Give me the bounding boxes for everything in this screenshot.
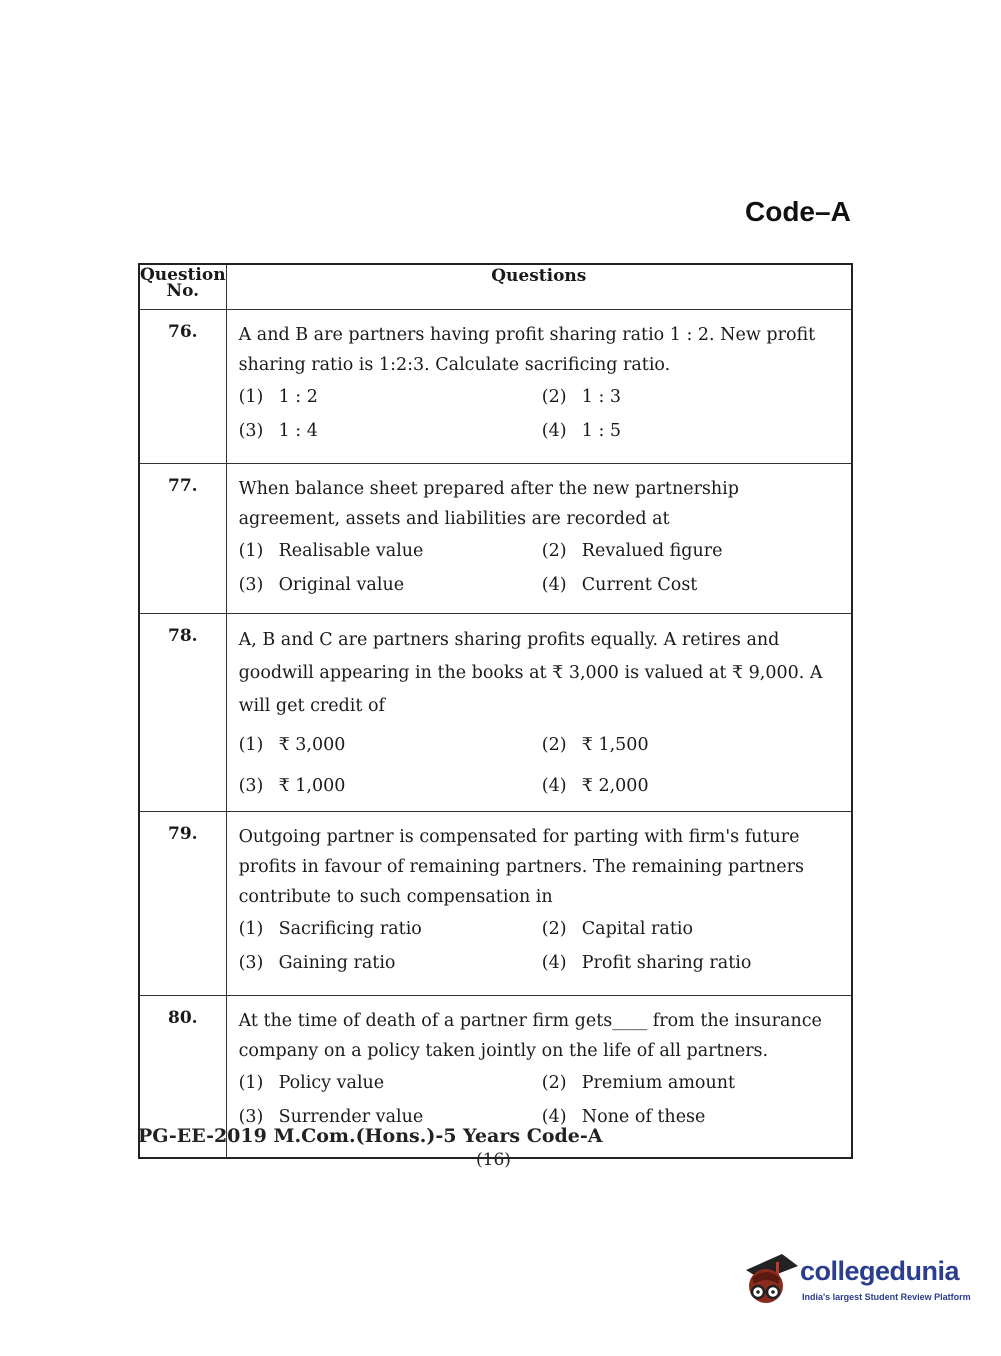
option — [542, 948, 845, 978]
option — [542, 570, 845, 600]
option — [542, 729, 845, 762]
question-number: 77. — [139, 464, 226, 614]
question-body — [226, 464, 852, 614]
option-number: (3) — [238, 953, 264, 973]
question-body — [226, 614, 852, 812]
table-row — [139, 310, 852, 464]
option-text: ₹ 2,000 — [581, 776, 649, 796]
question-no-header: Question No. — [139, 264, 226, 310]
option — [542, 416, 845, 446]
option-text: None of these — [581, 1107, 706, 1127]
options — [239, 536, 845, 600]
options — [239, 914, 845, 978]
option-number: (2) — [541, 1073, 567, 1093]
logo-wordmark: collegedunia — [800, 1256, 960, 1286]
question-text: When balance sheet prepared after the new partnership agreement, assets and liabilities are recorded at — [238, 479, 739, 529]
question-number: 79. — [139, 812, 226, 996]
option-number: (2) — [541, 919, 567, 939]
option-text: ₹ 1,500 — [581, 735, 649, 755]
question-number: 76. — [139, 310, 226, 464]
option-text: Realisable value — [278, 541, 424, 561]
question-text: A, B and C are partners sharing profits equally. A retires and goodwill appearing in the books at ₹ 3,000 is valued at ₹ 9,000. A will get credit of — [238, 630, 823, 716]
option-number: (3) — [238, 421, 264, 441]
option — [542, 536, 845, 566]
option-text: Original value — [278, 575, 405, 595]
page-number: (16) — [476, 1150, 511, 1170]
option-number: (3) — [238, 1107, 264, 1127]
question-text: A and B are partners having profit sharing ratio 1 : 2. New profit sharing ratio is 1:2:3. Calculate sacrificing ratio. — [238, 325, 816, 375]
question-text: Outgoing partner is compensated for parting with firm's future profits in favour of remaining partners. The remaining partners contribute to such compensation in — [238, 827, 804, 907]
options — [239, 729, 845, 803]
question-body — [226, 310, 852, 464]
option-text: 1 : 4 — [278, 421, 318, 441]
question-text: At the time of death of a partner firm gets____ from the insurance company on a policy taken jointly on the life of all partners. — [238, 1011, 822, 1061]
option-number: (1) — [238, 1073, 264, 1093]
option-number: (4) — [541, 776, 567, 796]
table-row — [139, 812, 852, 996]
table-header — [139, 264, 852, 310]
question-body — [226, 812, 852, 996]
option-number: (3) — [238, 776, 264, 796]
option-text: ₹ 1,000 — [278, 776, 346, 796]
option — [542, 770, 845, 803]
options — [239, 382, 845, 446]
option-text: Current Cost — [581, 575, 698, 595]
table-row — [139, 464, 852, 614]
option-text: 1 : 3 — [581, 387, 622, 407]
option-number: (2) — [541, 735, 567, 755]
option — [239, 382, 542, 412]
option — [239, 416, 542, 446]
option — [542, 914, 845, 944]
option — [239, 948, 542, 978]
table-row — [139, 614, 852, 812]
question-rows — [139, 310, 852, 1158]
option — [239, 729, 542, 762]
question-number: 78. — [139, 614, 226, 812]
option-number: (2) — [541, 387, 567, 407]
question-table — [138, 263, 853, 1159]
option-text: Surrender value — [278, 1107, 424, 1127]
option-number: (4) — [541, 421, 567, 441]
option-text: Gaining ratio — [278, 953, 396, 973]
code-label: Code–A — [745, 196, 851, 227]
options — [239, 1068, 845, 1132]
option-number: (2) — [541, 541, 567, 561]
option-text: Capital ratio — [581, 919, 693, 939]
option-number: (3) — [238, 575, 264, 595]
option-number: (1) — [238, 735, 264, 755]
option-text: Premium amount — [581, 1073, 736, 1093]
option-text: 1 : 2 — [278, 387, 318, 407]
option-text: ₹ 3,000 — [278, 735, 346, 755]
option — [542, 382, 845, 412]
option-text: 1 : 5 — [581, 421, 622, 441]
option-text: Profit sharing ratio — [581, 953, 752, 973]
mascot-icon — [742, 1248, 800, 1312]
option-number: (4) — [541, 575, 567, 595]
option — [239, 570, 542, 600]
option-number: (4) — [541, 1107, 567, 1127]
option-number: (1) — [238, 919, 264, 939]
option — [239, 536, 542, 566]
question-number: 80. — [139, 996, 226, 1158]
option — [542, 1068, 845, 1098]
option-number: (4) — [541, 953, 567, 973]
option — [239, 770, 542, 803]
option-text: Sacrificing ratio — [278, 919, 422, 939]
option-number: (1) — [238, 387, 264, 407]
footer-exam-code: PG-EE-2019 M.Com.(Hons.)-5 Years Code-A — [138, 1125, 603, 1147]
option-text: Policy value — [278, 1073, 385, 1093]
questions-header: Questions — [226, 264, 852, 310]
option — [239, 1068, 542, 1098]
option-number: (1) — [238, 541, 264, 561]
option-text: Revalued figure — [581, 541, 723, 561]
option — [239, 914, 542, 944]
logo-tagline: India's largest Student Review Platform — [802, 1292, 971, 1302]
collegedunia-logo — [742, 1248, 972, 1318]
